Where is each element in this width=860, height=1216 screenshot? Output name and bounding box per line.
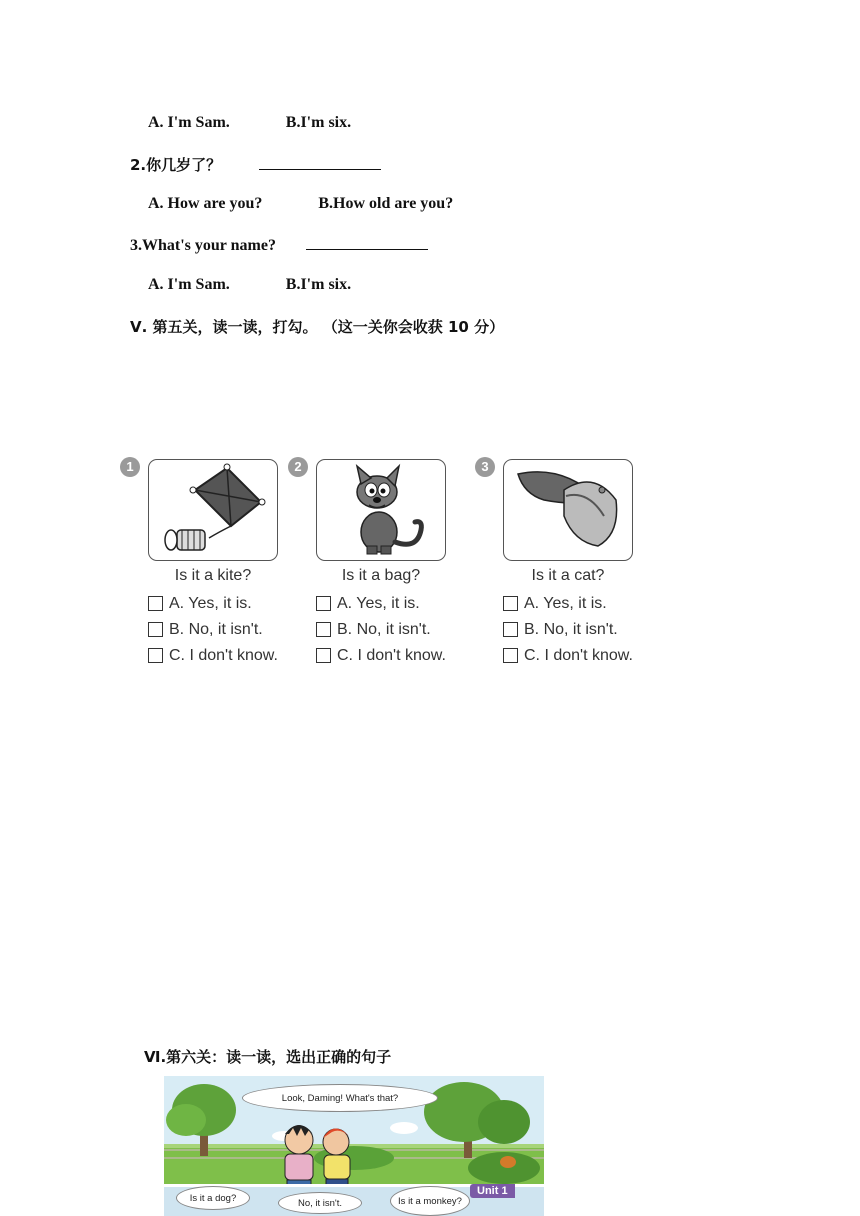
q3-option-b: B.I'm six. [285, 276, 352, 293]
cap-icon [504, 460, 632, 560]
section5-title: Ⅴ. 第五关，读一读，打勾。 （这一关你会收获 10 分） [130, 318, 505, 336]
q2-option-a: A. How are you? [148, 195, 263, 212]
q1-option-b: B.I'm six. [285, 114, 352, 131]
kite-picture [148, 459, 278, 561]
kite-icon [149, 460, 277, 560]
cat-picture [316, 459, 446, 561]
section6-title: Ⅵ.第六关：读一读，选出正确的句子 [144, 1048, 392, 1066]
q3-row [130, 235, 428, 255]
quiz-question: Is it a bag? [341, 567, 421, 584]
cat-icon [317, 460, 445, 560]
checkbox[interactable] [503, 648, 518, 663]
item-number-badge: 2 [288, 457, 308, 477]
item-number-badge: 3 [475, 457, 495, 477]
q2-row [130, 154, 381, 175]
option-dont-know: C. I don't know. [316, 647, 446, 665]
speech-bubble-no: No, it isn't. [278, 1192, 362, 1214]
cap-picture [503, 459, 633, 561]
q3-options [148, 276, 351, 294]
q2-prompt: 2.你几岁了？ [130, 156, 222, 174]
checkbox[interactable] [148, 648, 163, 663]
option-no: B. No, it isn't. [503, 621, 618, 639]
option-no: B. No, it isn't. [148, 621, 263, 639]
quiz-item-1 [120, 455, 295, 670]
checkbox[interactable] [503, 622, 518, 637]
option-dont-know: C. I don't know. [503, 647, 633, 665]
checkbox[interactable] [316, 622, 331, 637]
speech-bubble-dog: Is it a dog? [176, 1186, 250, 1210]
checkbox[interactable] [148, 596, 163, 611]
option-dont-know: C. I don't know. [148, 647, 278, 665]
option-yes: A. Yes, it is. [503, 595, 607, 613]
q3-answer-blank[interactable] [306, 235, 428, 250]
q3-prompt: 3.What's your name? [130, 237, 276, 254]
checkbox[interactable] [316, 596, 331, 611]
speech-bubble-monkey: Is it a monkey? [390, 1186, 470, 1216]
checkbox[interactable] [503, 596, 518, 611]
quiz-item-3 [475, 455, 650, 670]
q2-options [148, 195, 453, 213]
unit-tag: Unit 1 [470, 1184, 515, 1198]
q1-options [148, 114, 351, 132]
quiz-question: Is it a cat? [531, 567, 605, 584]
speech-bubble-look: Look, Daming! What's that? [242, 1084, 438, 1112]
q1-option-a: A. I'm Sam. [148, 114, 230, 131]
q2-option-b: B.How old are you? [318, 195, 454, 212]
picture-quiz [120, 455, 680, 675]
checkbox[interactable] [148, 622, 163, 637]
comic-illustration [164, 1076, 544, 1216]
quiz-item-2 [288, 455, 463, 670]
option-yes: A. Yes, it is. [148, 595, 252, 613]
option-yes: A. Yes, it is. [316, 595, 420, 613]
item-number-badge: 1 [120, 457, 140, 477]
checkbox[interactable] [316, 648, 331, 663]
quiz-question: Is it a kite? [174, 567, 252, 584]
q3-option-a: A. I'm Sam. [148, 276, 230, 293]
option-no: B. No, it isn't. [316, 621, 431, 639]
q2-answer-blank[interactable] [259, 155, 381, 170]
